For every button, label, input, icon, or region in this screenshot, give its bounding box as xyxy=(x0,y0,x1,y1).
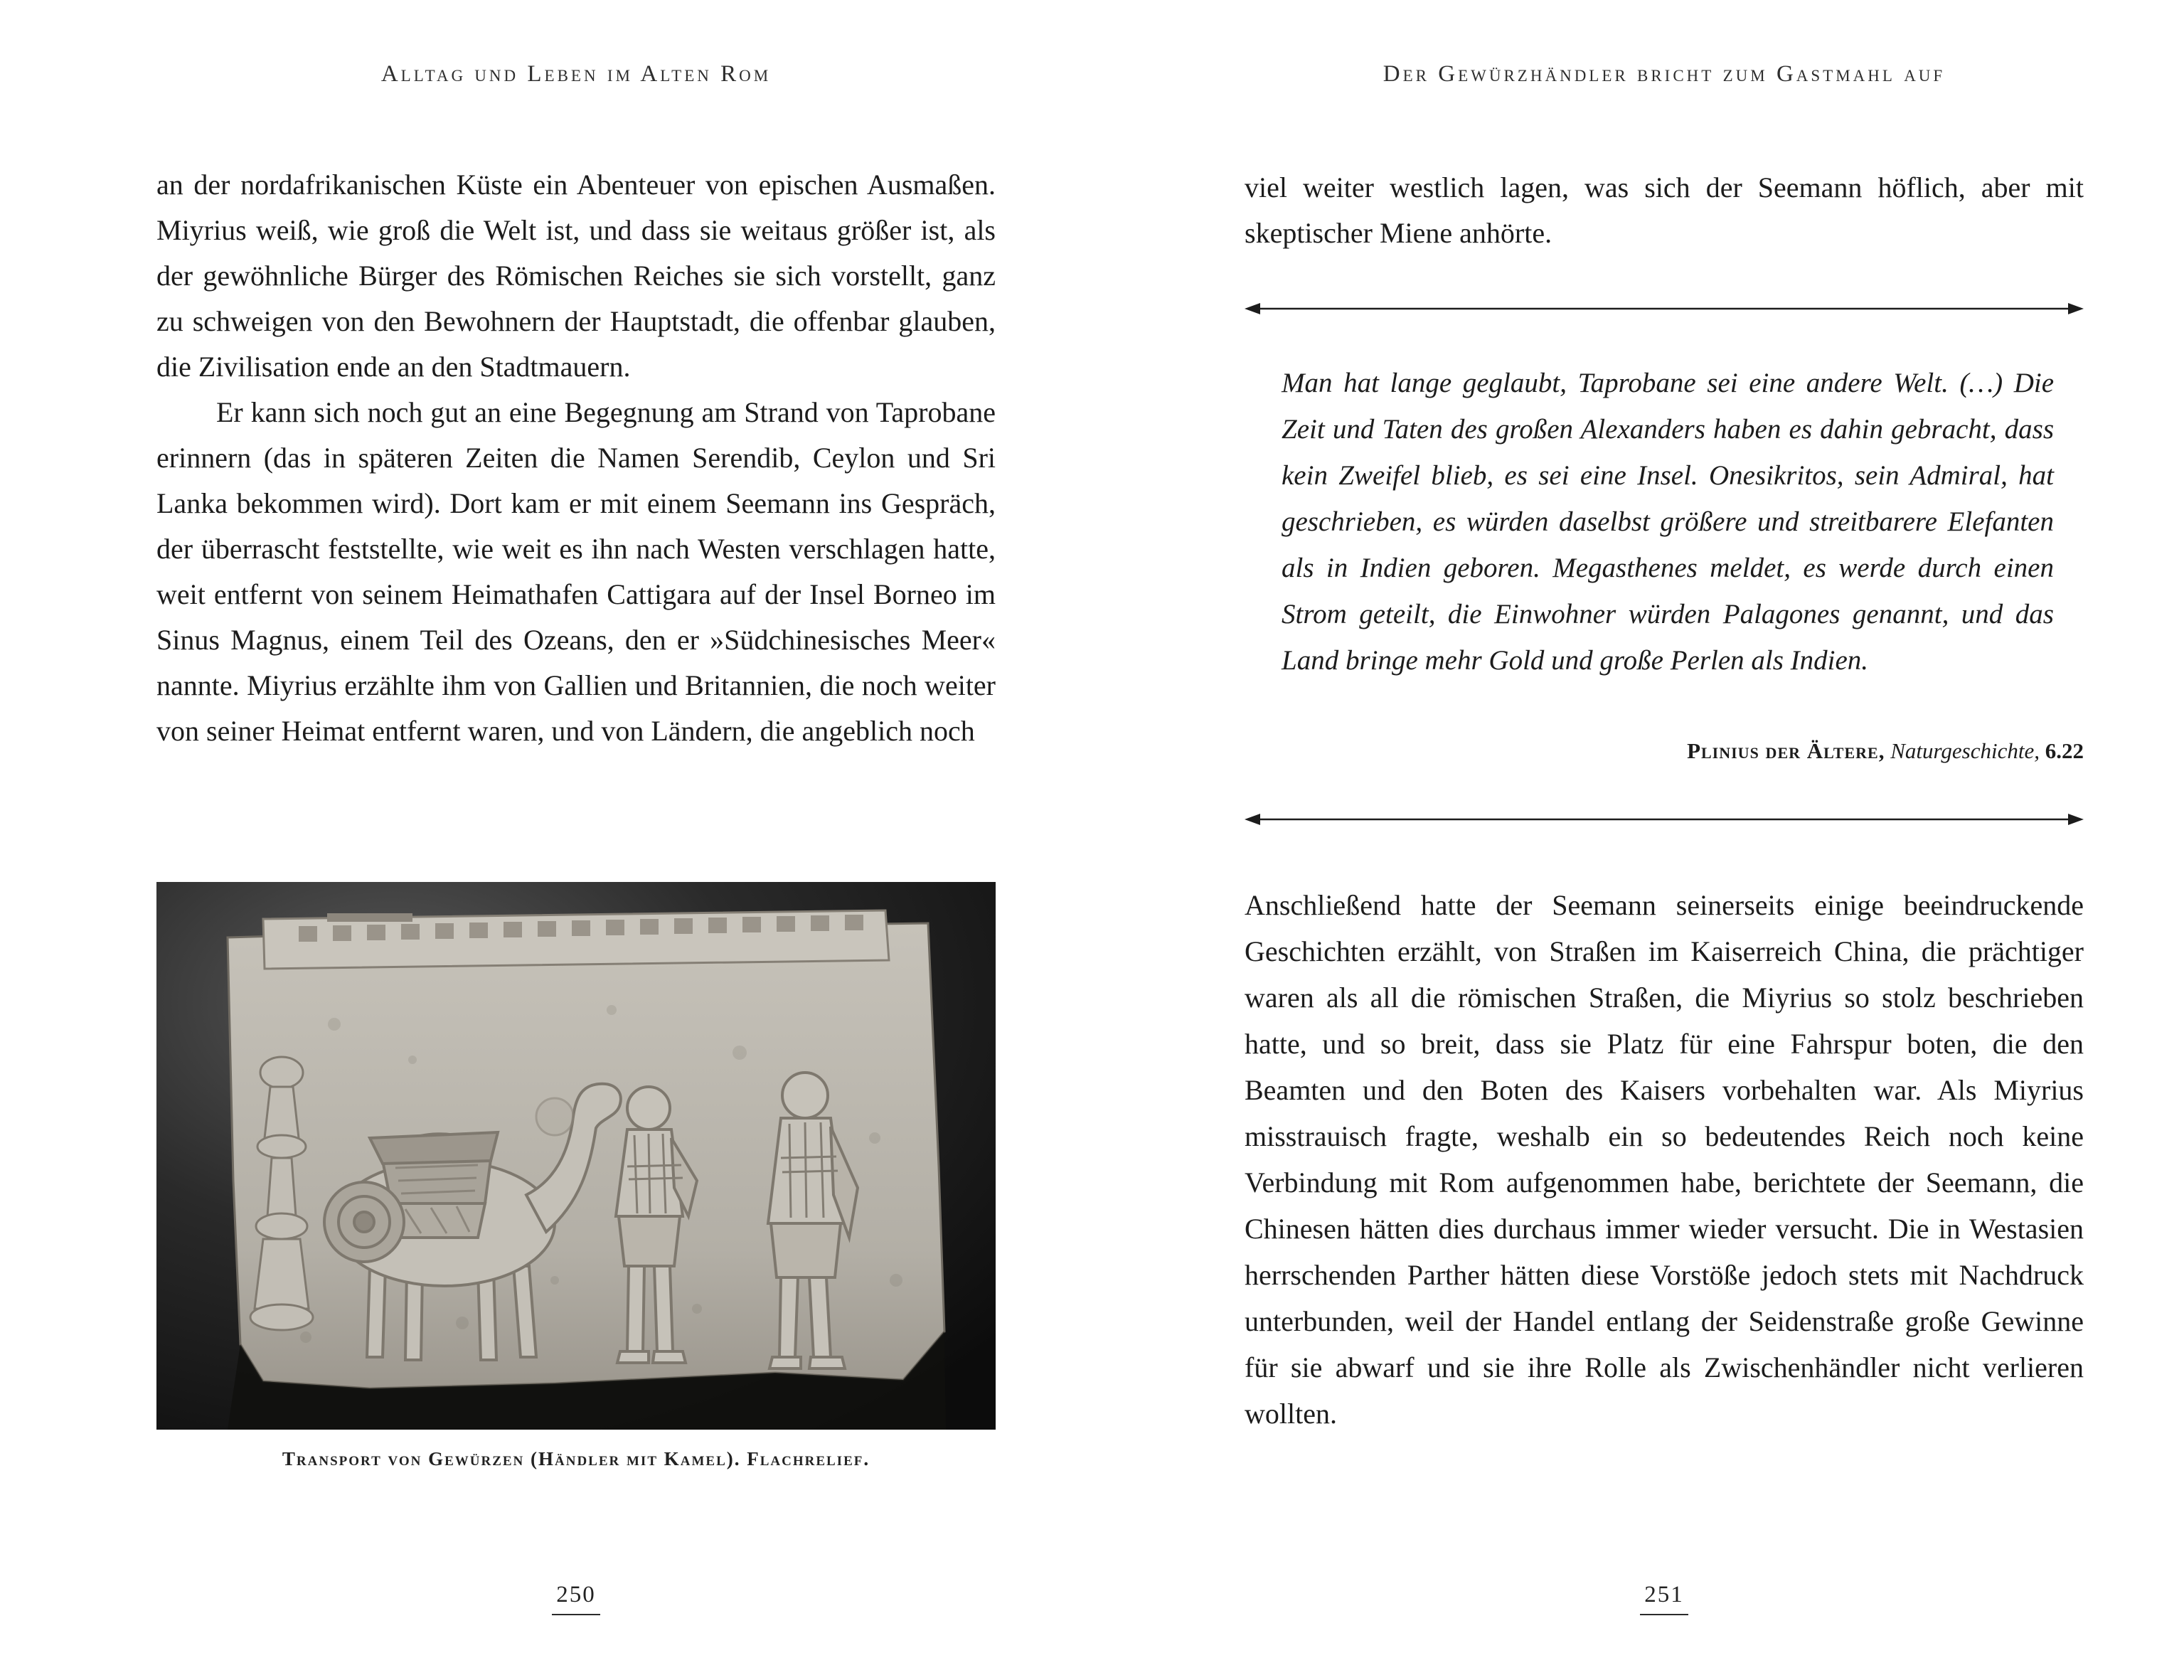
right-body-paragraph: Anschließend hatte der Seemann seinerseits einige beeindruckende Geschichten erzählt, von Straßen im Kaiserreich China, die prächtiger waren als all die römischen Straßen, die Miyrius so stolz beschrieben hatte, und so breit, dass sie Platz für eine Fahrspur boten, die den Beamten und den Boten des Kaisers vorbehalten war. Als Miyrius misstrauisch fragte, weshalb ein so bedeutendes Reich noch keine Verbindung mit Rom aufgenommen habe, berichtete der Seemann, die Chinesen hätten dies durchaus immer wieder versucht. Die in Westasien herrschenden Parther hätten diese Vorstöße jedoch stets mit Nachdruck unterbunden, weil der Handel entlang der Seidenstraße große Gewinne für sie abwarf und sie ihre Rolle als Zwischenhändler nicht verlieren wollten. xyxy=(1245,889,2084,1430)
right-page-number: 251 xyxy=(1640,1582,1688,1615)
relief-photo xyxy=(156,882,996,1430)
left-paragraph-1: an der nordafrikanischen Küste ein Abenteuer von epischen Ausmaßen. Miyrius weiß, wie groß die Welt ist, und dass sie weitaus größer ist, als der gewöhnliche Bürger des Römischen Reiches sie sich vorstellt, ganz zu schweigen von den Bewohnern der Hauptstadt, die offenbar glauben, die Zivilisation ende an den Stadtmauern. xyxy=(156,169,996,383)
pliny-quote: Man hat lange geglaubt, Taprobane sei eine andere Welt. (…) Die Zeit und Taten des großen Alexanders haben es dahin gebracht, dass kein Zweifel blieb, es sei eine Insel. Onesikritos, sein Admiral, hat geschrieben, es würden daselbst größere und streitbarere Elefanten als in Indien geboren. Megasthenes meldet, es werde durch einen Strom geteilt, die Einwohner würden Palagones genannt, und das Land bringe mehr Gold und große Perlen als Indien. xyxy=(1282,368,2054,676)
attribution-author: Plinius der Ältere, xyxy=(1687,738,1885,763)
quote-divider-top xyxy=(1245,299,2084,319)
double-arrow-rule-icon xyxy=(1245,809,2084,829)
quote-attribution xyxy=(1245,738,2084,764)
left-body-text xyxy=(156,162,996,754)
left-paragraph-2: Er kann sich noch gut an eine Begegnung am Strand von Taprobane erinnern (das in späteren Zeiten die Namen Serendib, Ceylon und Sri Lanka bekommen wird). Dort kam er mit einem Seemann ins Gespräch, der überrascht feststellte, wie weit es ihn nach Westen verschlagen hatte, weit entfernt von seinem Heimathafen Cattigara auf der Insel Borneo im Sinus Magnus, einem Teil des Ozeans, den er »Südchinesisches Meer« nannte. Miyrius erzählte ihm von Gallien und Britannien, die noch weiter von seiner Heimat entfernt waren, und von Ländern, die angeblich noch xyxy=(156,396,996,747)
right-intro-paragraph: viel weiter westlich lagen, was sich der Seemann höflich, aber mit skeptischer Miene anhörte. xyxy=(1245,171,2084,249)
right-page xyxy=(1245,0,2084,1680)
left-page-number: 250 xyxy=(552,1582,600,1615)
right-intro-text xyxy=(1245,165,2084,256)
relief-image xyxy=(156,882,996,1430)
left-page xyxy=(156,0,996,1680)
attribution-reference: 6.22 xyxy=(2045,738,2084,763)
right-body-text xyxy=(1245,882,2084,1437)
double-arrow-rule-icon xyxy=(1245,299,2084,319)
left-running-header: Alltag und Leben im Alten Rom xyxy=(380,61,772,87)
quote-divider-bottom xyxy=(1245,809,2084,829)
figure-caption: Transport von Gewürzen (Händler mit Kamel). Flachrelief. xyxy=(282,1448,870,1469)
background-figure xyxy=(536,1098,573,1135)
right-page-number-area xyxy=(1245,1582,2084,1615)
attribution-work: Naturgeschichte, xyxy=(1890,738,2040,763)
right-running-header: Der Gewürzhändler bricht zum Gastmahl auf xyxy=(1383,61,1946,87)
left-page-number-area xyxy=(156,1582,996,1615)
